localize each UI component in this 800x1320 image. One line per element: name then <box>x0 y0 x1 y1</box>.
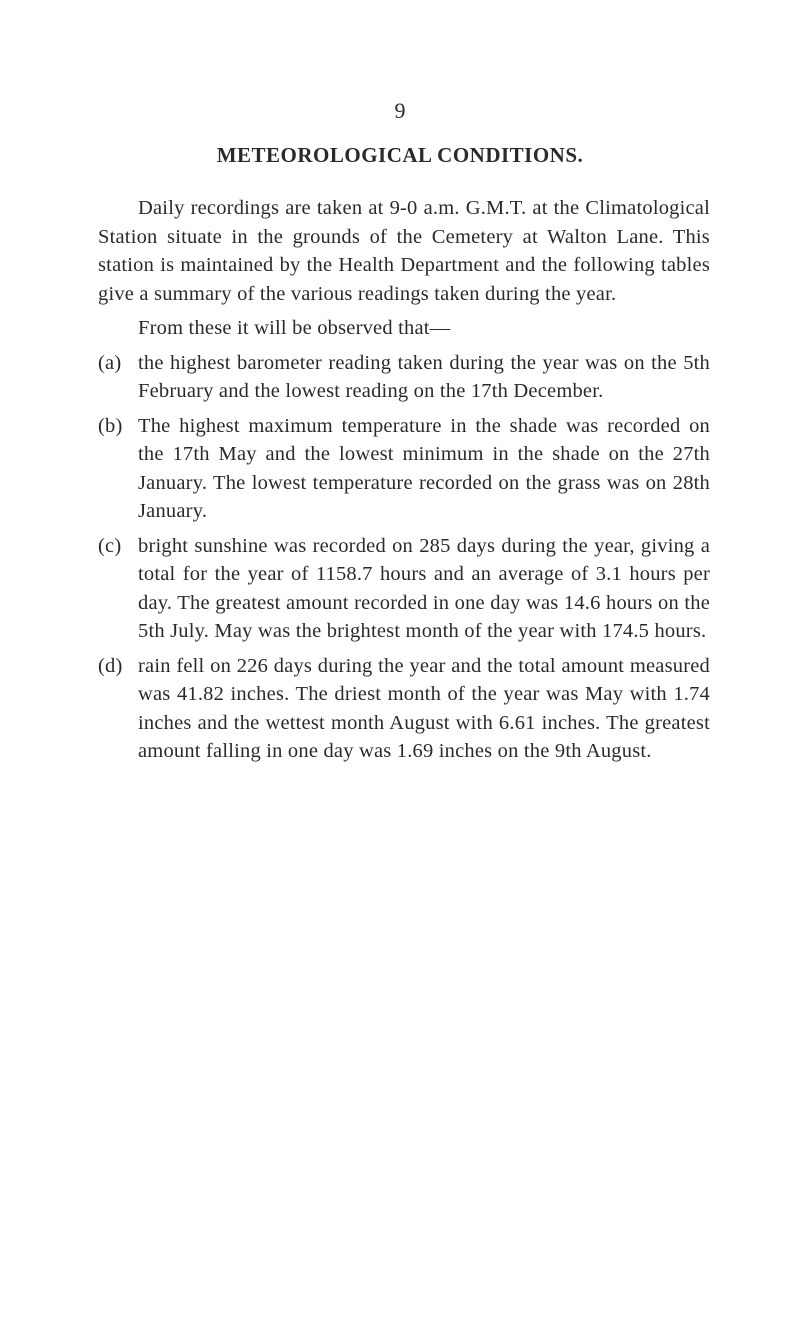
list-item-text: bright sunshine was recorded on 285 days during the year, giving a total for the year of 1158.7 hours and an average of 3.1 hours per day. The greatest amount recorded in one day was 14.6 hours on the 5th July. May was the brightest month of the year with 174.5 hours. <box>138 534 710 642</box>
list-marker: (c) <box>98 534 122 557</box>
list-item-text: The highest maximum temperature in the shade was recorded on the 17th May and the lowest minimum in the shade on the 27th January. The lowest temperature recorded on the grass was on 28th January. <box>138 414 710 522</box>
page-number: 9 <box>394 98 406 123</box>
observations-list <box>98 349 710 766</box>
body-text <box>98 194 710 772</box>
list-item-a <box>98 349 710 406</box>
list-marker: (a) <box>98 351 122 374</box>
list-item-d <box>98 652 710 766</box>
intro-paragraph: Daily recordings are taken at 9-0 a.m. G.M.T. at the Climatological Station situate in the grounds of the Cemetery at Walton Lane. This station is maintained by the Health Department and the following tables give a summary of the various readings taken during the year. <box>98 197 710 305</box>
list-marker: (b) <box>98 414 123 437</box>
list-item-text: the highest barometer reading taken during the year was on the 5th February and the lowest reading on the 17th December. <box>138 351 710 402</box>
lead-in-paragraph: From these it will be observed that— <box>138 317 451 339</box>
page-title: METEOROLOGICAL CONDITIONS. <box>216 143 584 167</box>
list-item-c <box>98 532 710 646</box>
list-item-b <box>98 412 710 526</box>
list-item-text: rain fell on 226 days during the year and the total amount measured was 41.82 inches. The driest month of the year was May with 1.74 inches and the wettest month August with 6.61 inches. The greatest amount falling in one day was 1.69 inches on the 9th August. <box>138 654 710 762</box>
list-marker: (d) <box>98 654 123 677</box>
